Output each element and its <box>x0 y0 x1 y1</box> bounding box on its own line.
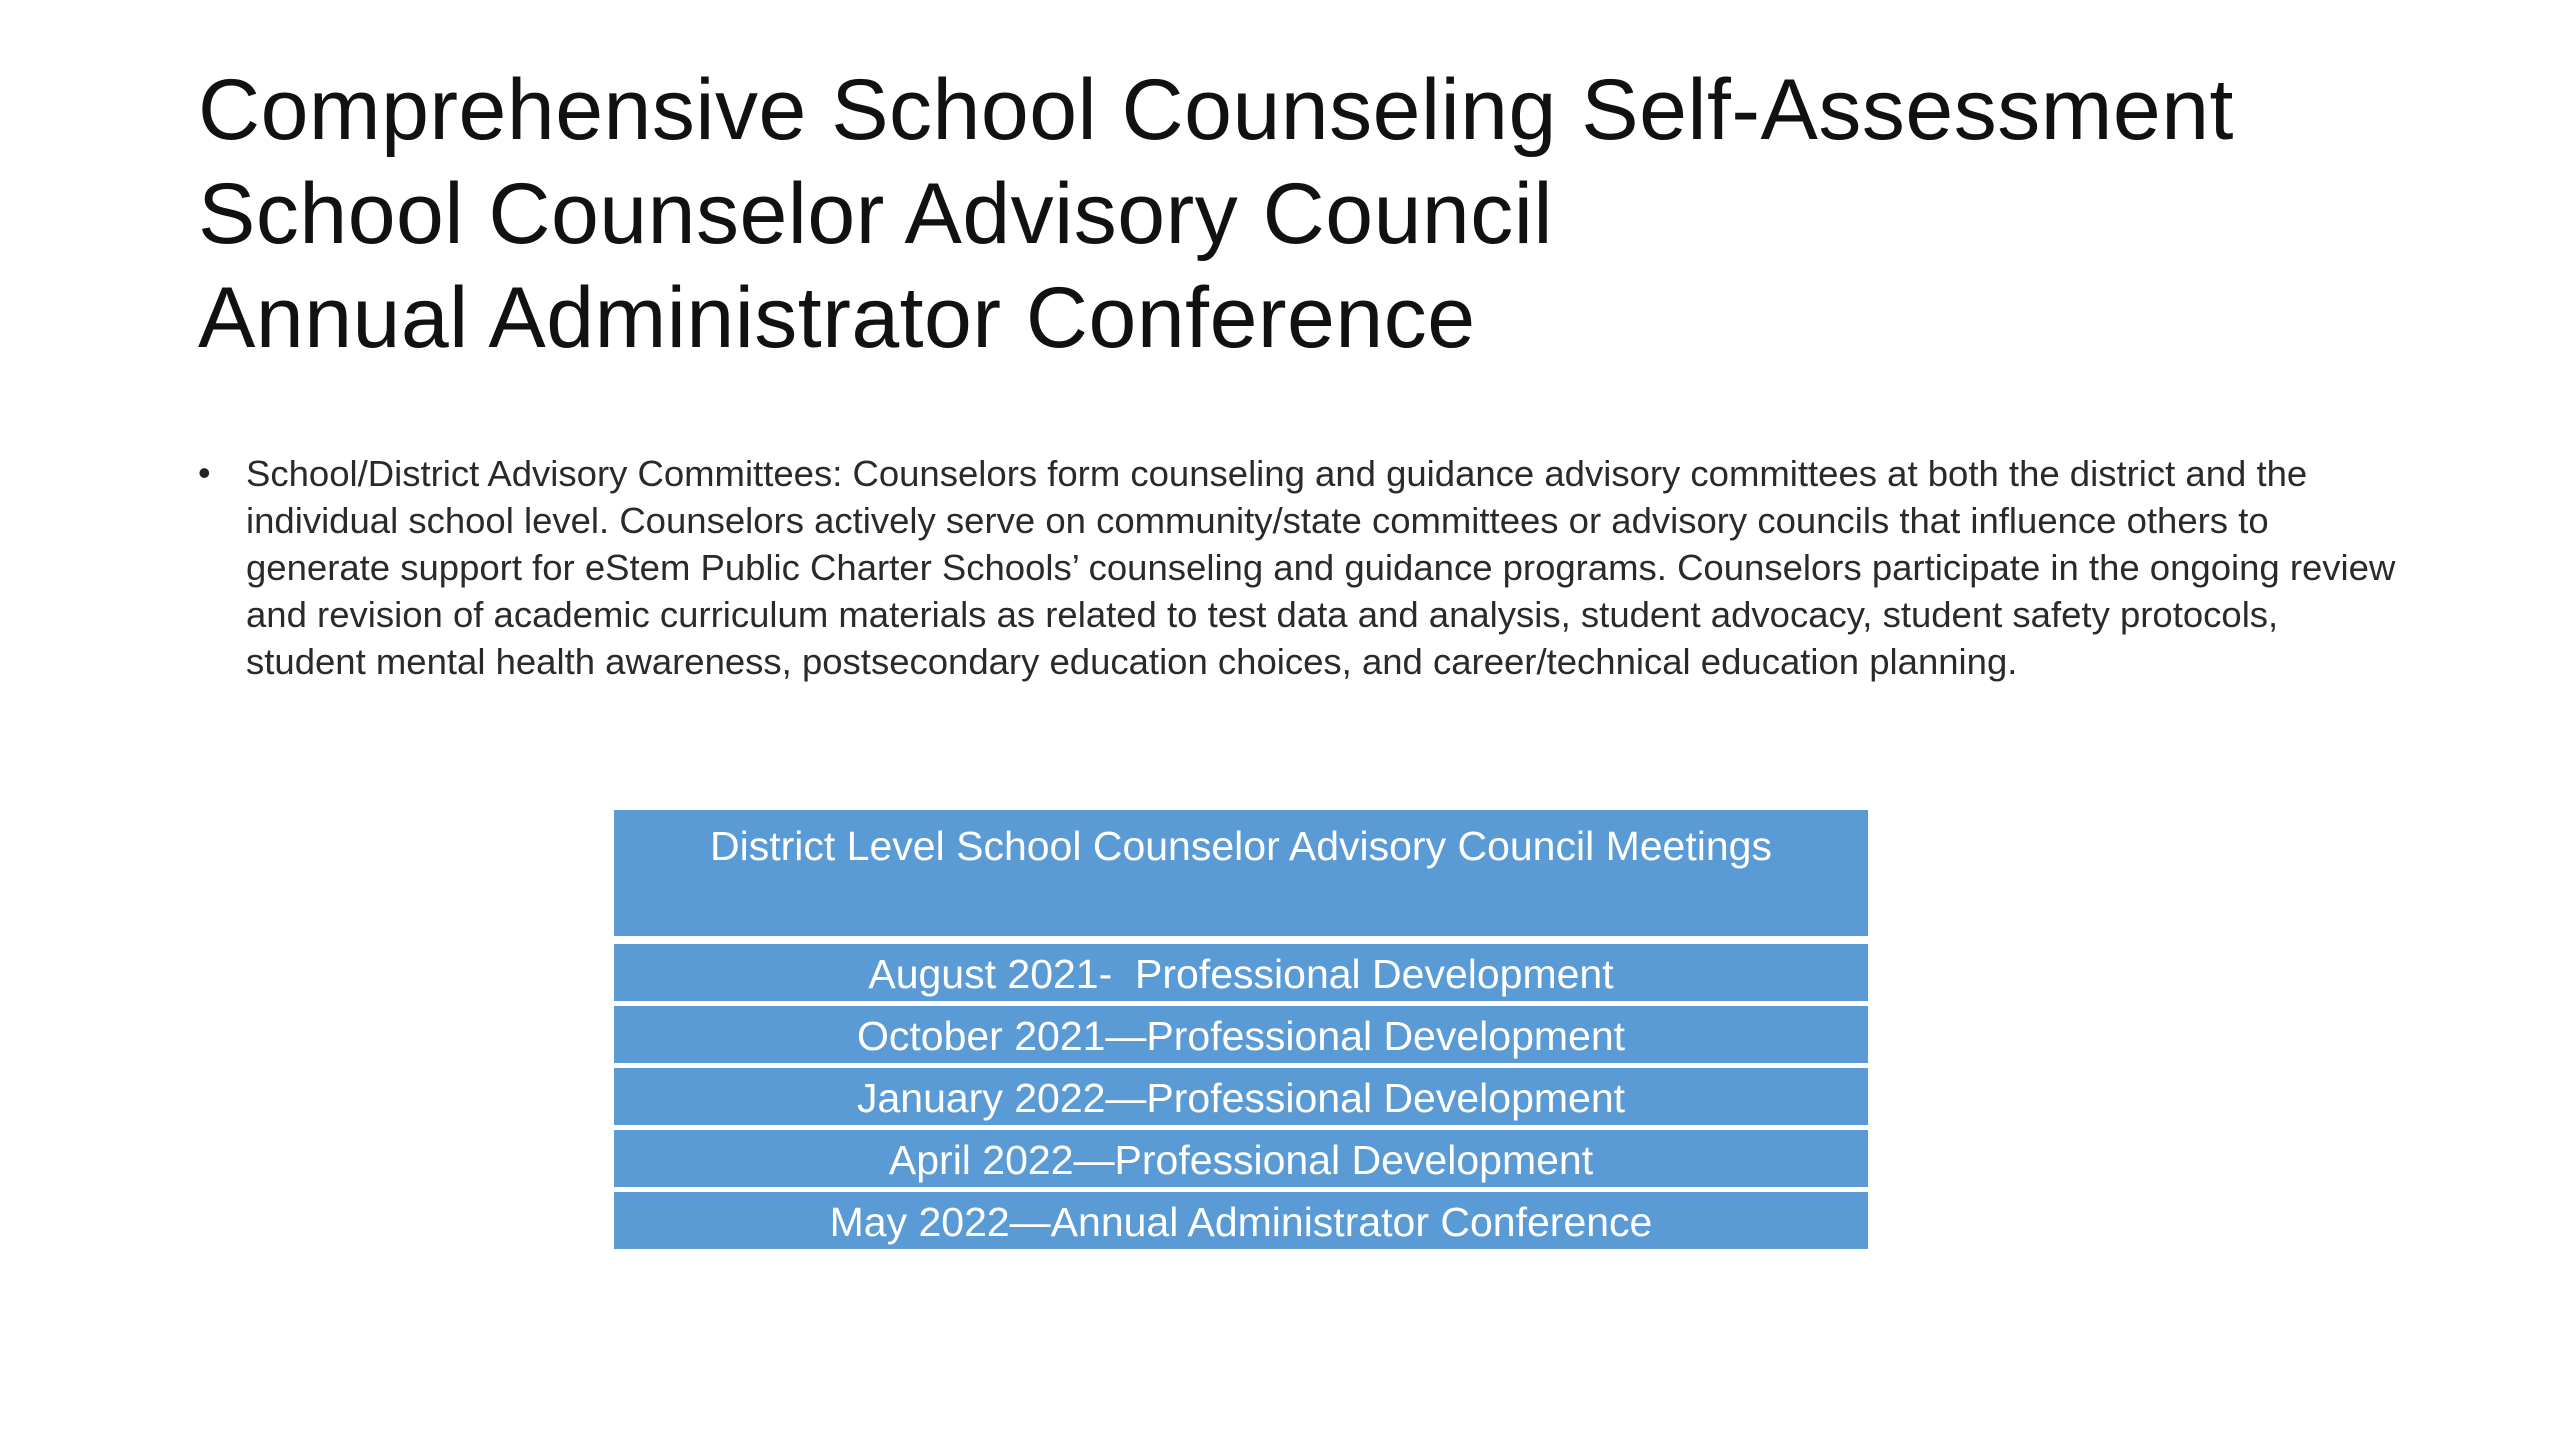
table-row: April 2022—Professional Development <box>614 1130 1868 1187</box>
title-line-2: School Counselor Advisory Council <box>198 166 1553 262</box>
bullet-text: School/District Advisory Committees: Counselors form counseling and guidance advisory committees at both the district and the individual school level. Counselors actively serve on community/state committees or advisory councils that influence others to generate support for eStem Public Charter Schools’ counseling and guidance programs. Counselors participate in the ongoing review and revision of academic curriculum materials as related to test data and analysis, student advocacy, student safety protocols, student mental health awareness, postsecondary education choices, and career/technical education planning. <box>246 453 2396 682</box>
bullet-item <box>198 450 2398 685</box>
table-row: October 2021—Professional Development <box>614 1006 1868 1063</box>
bullet-marker: • <box>198 452 211 493</box>
body-content <box>198 450 2398 685</box>
table-row: May 2022—Annual Administrator Conference <box>614 1192 1868 1249</box>
table-row: August 2021- Professional Development <box>614 944 1868 1001</box>
title-line-3: Annual Administrator Conference <box>198 270 1476 366</box>
table-row: January 2022—Professional Development <box>614 1068 1868 1125</box>
slide-title <box>198 58 2448 370</box>
table-header: District Level School Counselor Advisory Council Meetings <box>614 810 1868 936</box>
title-line-1: Comprehensive School Counseling Self-Assessment <box>198 62 2234 158</box>
meetings-table <box>614 810 1868 1254</box>
